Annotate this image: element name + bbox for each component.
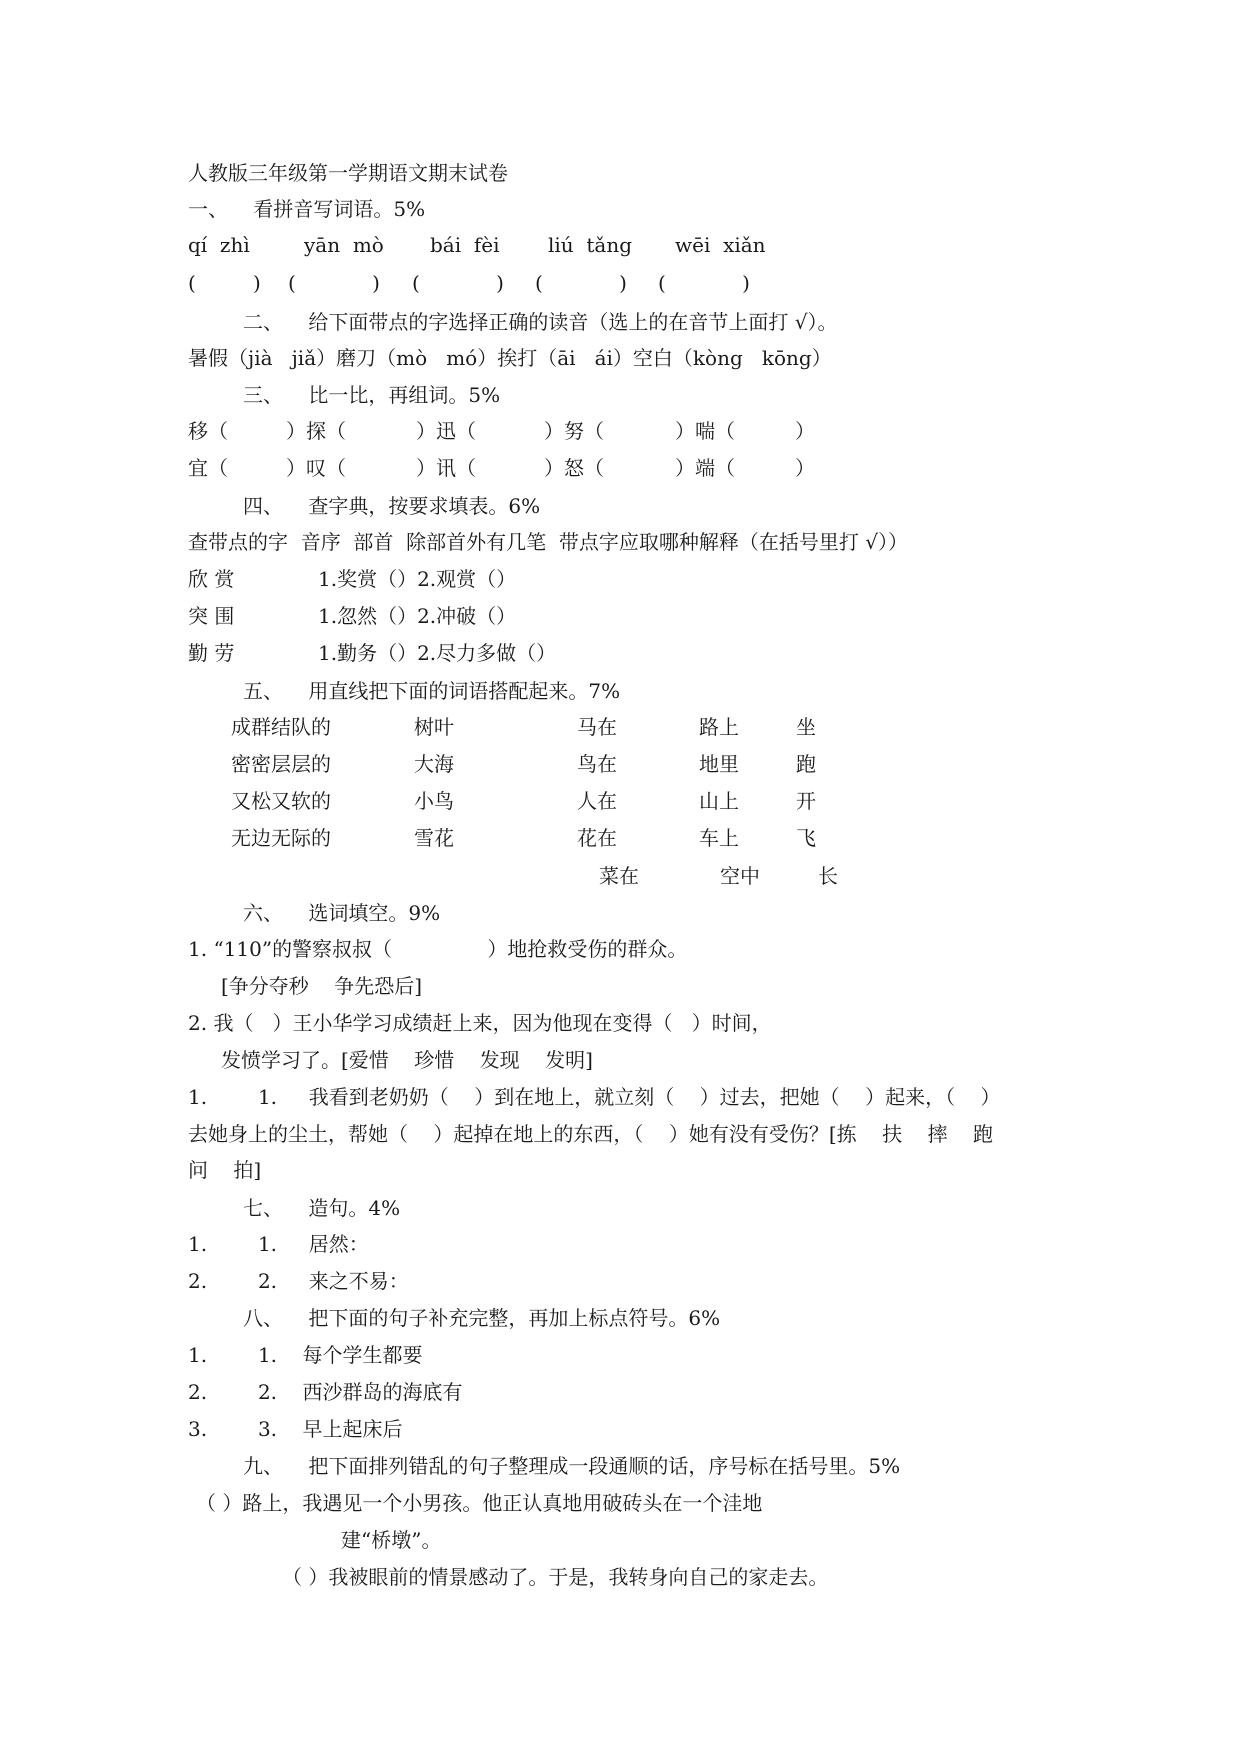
order-sentence: （ ）我被眼前的情景感动了。于是，我转身向自己的家走去。 xyxy=(282,1565,829,1589)
match-row xyxy=(0,826,1241,850)
match-word: 地里 xyxy=(699,752,739,776)
section-3-heading: 三、 比一比，再组词。5% xyxy=(243,383,501,407)
complete-item: 2. 2. 西沙群岛的海底有 xyxy=(188,1380,463,1404)
dictionary-row xyxy=(0,567,1241,591)
fill-question-continued: 去她身上的尘土，帮她（ ）起掉在地上的东西，（ ）她有没有受伤？[拣 扶 摔 跑 xyxy=(188,1122,993,1146)
page-title: 人教版三年级第一学期语文期末试卷 xyxy=(188,161,508,185)
match-word: 菜在 xyxy=(599,864,639,888)
compare-char: ）怒（ xyxy=(544,456,604,480)
section-6-heading: 六、 选词填空。9% xyxy=(243,901,441,925)
match-word: 密密层层的 xyxy=(231,752,331,776)
match-word: 成群结队的 xyxy=(231,715,331,739)
match-word: 花在 xyxy=(577,826,617,850)
complete-item: 1. 1. 每个学生都要 xyxy=(188,1343,423,1367)
match-word: 跑 xyxy=(796,752,816,776)
pinyin-item: liú tǎng xyxy=(548,233,633,257)
match-word: 坐 xyxy=(796,715,816,739)
dictionary-word: 欣 赏 xyxy=(188,567,235,591)
pinyin-row xyxy=(0,233,1241,257)
fill-question-continued: 发愤学习了。[爱惜 珍惜 发现 发明] xyxy=(221,1048,593,1072)
order-sentence-continued: 建“桥墩”。 xyxy=(341,1528,442,1552)
sentence-item: 1. 1. 居然： xyxy=(188,1232,369,1256)
section-1-heading: 一、 看拼音写词语。5% xyxy=(188,197,426,221)
match-word: 无边无际的 xyxy=(231,826,331,850)
match-word: 飞 xyxy=(796,826,816,850)
compare-char: ）讯（ xyxy=(416,456,476,480)
dictionary-options: 1.忽然（）2.冲破（） xyxy=(318,604,517,628)
match-row xyxy=(0,752,1241,776)
section-9-heading: 九、 把下面排列错乱的句子整理成一段通顺的话，序号标在括号里。5% xyxy=(243,1454,901,1478)
match-word: 雪花 xyxy=(414,826,454,850)
pronunciation-line: 暑假（jià jiǎ）磨刀（mò mó）挨打（āi ái）空白（kòng kōng） xyxy=(188,346,832,370)
answer-box[interactable]: ( ) xyxy=(188,271,261,295)
compare-char: ）探（ xyxy=(286,419,346,443)
match-row xyxy=(0,715,1241,739)
match-word: 山上 xyxy=(699,789,739,813)
dictionary-word: 勤 劳 xyxy=(188,641,235,665)
compare-char: ）叹（ xyxy=(286,456,346,480)
fill-question-continued: 问 拍] xyxy=(188,1158,262,1182)
sentence-item: 2. 2. 来之不易： xyxy=(188,1269,409,1293)
section-4-heading: 四、 查字典，按要求填表。6% xyxy=(243,494,541,518)
answer-box[interactable]: ( ) xyxy=(658,271,750,295)
dictionary-options: 1.奖赏（）2.观赏（） xyxy=(318,567,517,591)
dictionary-table-header: 查带点的字 音序 部首 除部首外有几笔 带点字应取哪种解释（在括号里打 √）） xyxy=(188,530,908,554)
compare-char: ）端（ xyxy=(675,456,735,480)
compare-char: ）迅（ xyxy=(416,419,476,443)
compare-row-1 xyxy=(0,419,1241,443)
match-word: 空中 xyxy=(720,864,760,888)
compare-char: ） xyxy=(795,419,815,443)
dictionary-row xyxy=(0,641,1241,665)
order-sentence: （ ）路上，我遇见一个小男孩。他正认真地用破砖头在一个洼地 xyxy=(196,1491,763,1515)
match-word: 小鸟 xyxy=(414,789,454,813)
match-word: 大海 xyxy=(414,752,454,776)
pinyin-item: bái fèi xyxy=(430,233,500,257)
fill-question: 1. “110”的警察叔叔（ ）地抢救受伤的群众。 xyxy=(188,937,688,961)
compare-char: ） xyxy=(795,456,815,480)
compare-char: ）努（ xyxy=(544,419,604,443)
match-row xyxy=(0,789,1241,813)
match-word: 马在 xyxy=(577,715,617,739)
match-word: 长 xyxy=(818,864,838,888)
answer-box[interactable]: ( ) xyxy=(412,271,504,295)
match-word: 树叶 xyxy=(414,715,454,739)
complete-item: 3. 3. 早上起床后 xyxy=(188,1417,403,1441)
fill-question: 2. 我（ ）王小华学习成绩赶上来，因为他现在变得（ ）时间， xyxy=(188,1011,772,1035)
answer-box[interactable]: ( ) xyxy=(288,271,380,295)
pinyin-item: wēi xiǎn xyxy=(675,233,766,257)
match-word: 又松又软的 xyxy=(231,789,331,813)
match-word: 车上 xyxy=(699,826,739,850)
section-2-heading: 二、 给下面带点的字选择正确的读音（选上的在音节上面打 √）。 xyxy=(243,310,838,334)
match-word: 人在 xyxy=(577,789,617,813)
section-8-heading: 八、 把下面的句子补充完整，再加上标点符号。6% xyxy=(243,1306,721,1330)
dictionary-word: 突 围 xyxy=(188,604,235,628)
word-choices: [争分夺秒 争先恐后] xyxy=(221,974,423,998)
dictionary-options: 1.勤务（）2.尽力多做（） xyxy=(318,641,557,665)
match-word: 鸟在 xyxy=(577,752,617,776)
fill-question: 1. 1. 我看到老奶奶（ ）到在地上，就立刻（ ）过去，把她（ ）起来，（ ） xyxy=(188,1085,1001,1109)
match-word: 路上 xyxy=(699,715,739,739)
answer-box[interactable]: ( ) xyxy=(535,271,627,295)
match-row xyxy=(0,864,1241,888)
pinyin-item: yān mò xyxy=(304,233,384,257)
dictionary-row xyxy=(0,604,1241,628)
section-5-heading: 五、 用直线把下面的词语搭配起来。7% xyxy=(243,679,621,703)
pinyin-item: qí zhì xyxy=(188,233,250,257)
compare-char: ）喘（ xyxy=(675,419,735,443)
compare-char: 移（ xyxy=(188,419,228,443)
compare-char: 宜（ xyxy=(188,456,228,480)
match-word: 开 xyxy=(796,789,816,813)
compare-row-2 xyxy=(0,456,1241,480)
answer-boxes-row xyxy=(0,271,1241,295)
section-7-heading: 七、 造句。4% xyxy=(243,1196,401,1220)
